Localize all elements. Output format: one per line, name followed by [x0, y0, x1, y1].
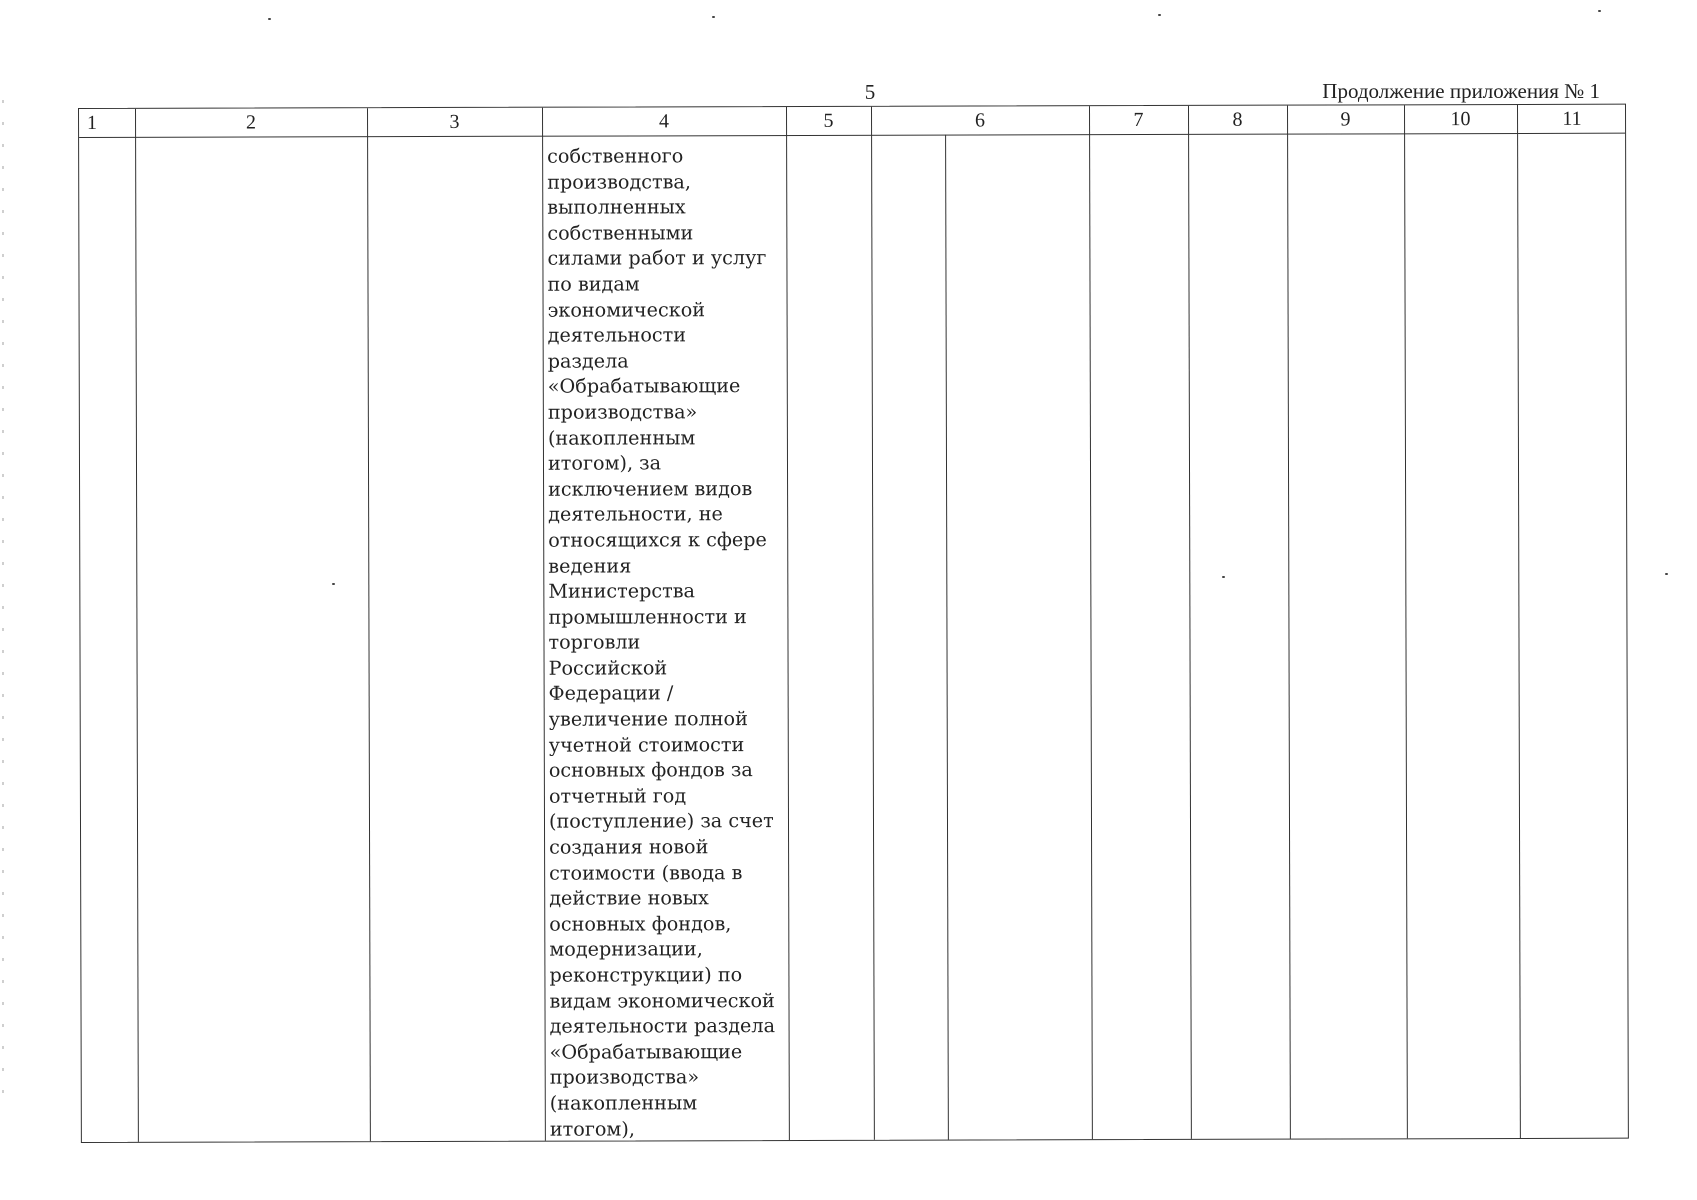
appendix-continuation-label: Продолжение приложения № 1 [1322, 79, 1600, 103]
column-divider [871, 107, 875, 1140]
column-divider [135, 109, 139, 1142]
column-header-7: 7 [1133, 109, 1144, 132]
column-divider [1287, 106, 1291, 1139]
column-header-4: 4 [659, 110, 670, 133]
column-divider [1517, 105, 1521, 1138]
scan-speck [1222, 576, 1225, 578]
column-header-5: 5 [823, 109, 834, 132]
column-header-10: 10 [1450, 108, 1471, 131]
scan-speck [1665, 573, 1668, 575]
scan-speck [268, 18, 271, 20]
column-divider [367, 108, 371, 1141]
column6-subdivider [945, 135, 949, 1140]
column-header-3: 3 [449, 110, 460, 133]
page-number: 5 [864, 80, 876, 104]
scan-speck [1158, 14, 1161, 16]
column-divider [542, 108, 546, 1141]
column-header-11: 11 [1562, 107, 1582, 130]
column-divider [1404, 105, 1408, 1138]
column4-indicator-text: собственного производства, выполненных собственными силами работ и услуг по видам экономической деятельности раздела «Обрабатывающие производства» (накопленным итогом), за исключением видов деятельности, не относящихся к сфере ведения Министерства промышленности и торговли Российской Федерации / увеличение полной учетной стоимости основных фондов за отчетный год (поступление) за счет создания новой стоимости (ввода в действие новых основных фондов, модернизации, реконструкции) по видам экономической деятельности раздела «Обрабатывающие производства» (накопленным итогом), [547, 144, 776, 1141]
column-header-9: 9 [1340, 108, 1351, 131]
appendix-table [78, 104, 1629, 1143]
column-divider [1188, 106, 1192, 1139]
scan-margin-marks [2, 100, 4, 1100]
column-divider [1089, 106, 1093, 1139]
column-header-1: 1 [87, 111, 98, 134]
column-header-6: 6 [975, 109, 986, 132]
scan-speck [1598, 10, 1601, 12]
column-divider [786, 107, 790, 1140]
scan-speck [712, 16, 715, 18]
column-header-8: 8 [1232, 108, 1243, 131]
column-header-2: 2 [246, 111, 257, 134]
scan-speck [332, 583, 335, 585]
